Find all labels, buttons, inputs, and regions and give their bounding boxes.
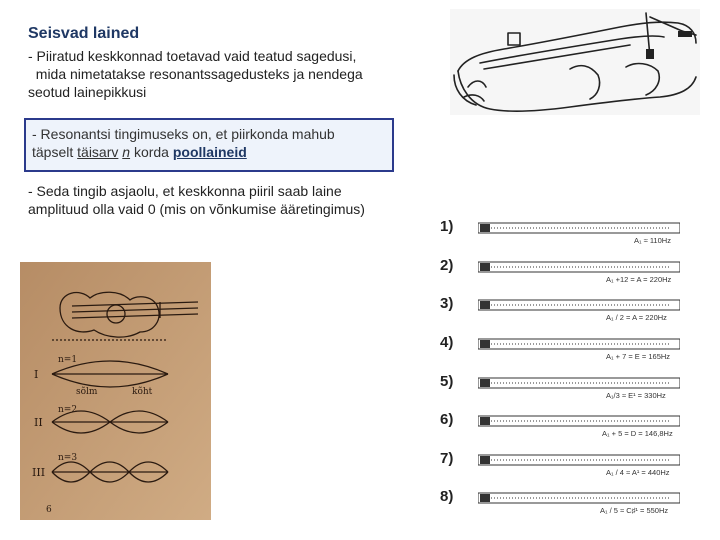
string-diagram bbox=[478, 454, 680, 466]
slide-title: Seisvad lained bbox=[28, 25, 140, 42]
mode-number: 8) bbox=[440, 488, 454, 505]
mode-frequency-label: A₁ / 5 ≈ C♯¹ = 550Hz bbox=[600, 506, 669, 515]
mode-number: 2) bbox=[440, 257, 454, 274]
mode-roman-label: III bbox=[32, 466, 46, 479]
text-line: seotud lainepikkusi bbox=[28, 84, 147, 100]
string-diagram bbox=[478, 299, 680, 311]
mode-frequency-label: A₁ / 4 ≈ A¹ = 440Hz bbox=[606, 468, 670, 477]
text-line: - Seda tingib asjaolu, et keskkonna piiril saab laine bbox=[28, 183, 342, 199]
mode-frequency-label: A₁ / 2 = A = 220Hz bbox=[606, 313, 667, 322]
mode-number: 5) bbox=[440, 373, 454, 390]
string-diagram bbox=[478, 492, 680, 504]
mode-frequency-label: A₁ + 5 = D = 146,8Hz bbox=[602, 429, 673, 438]
string-diagram bbox=[478, 222, 680, 234]
text-line: - Piiratud keskkonnad toetavad vaid teatud sagedusi, bbox=[28, 48, 357, 64]
mode-number: 4) bbox=[440, 334, 454, 351]
mode-number: 7) bbox=[440, 450, 454, 467]
page-number: 6 bbox=[46, 505, 52, 515]
string-diagram bbox=[478, 415, 680, 427]
mode-roman-label: II bbox=[34, 416, 43, 429]
textbook-standing-wave-figure bbox=[20, 262, 211, 520]
mode-number: 3) bbox=[440, 295, 454, 312]
violin-sketch-image bbox=[450, 9, 700, 115]
box-text: täpselt bbox=[32, 144, 78, 160]
mode-frequency-label: A₁ +12 = A = 220Hz bbox=[606, 275, 672, 284]
paragraph-boundary-condition bbox=[28, 182, 428, 218]
variable-n: n bbox=[122, 144, 131, 160]
mode-n-label: n=1 bbox=[58, 355, 78, 365]
box-line-1: - Resonantsi tingimuseks on, et piirkonda mahub bbox=[32, 126, 335, 142]
box-text: korda bbox=[130, 144, 173, 160]
mode-number: 1) bbox=[440, 218, 454, 235]
mode-n-label: n=3 bbox=[58, 453, 78, 463]
mode-frequency-label: A₁ ≈ 110Hz bbox=[634, 236, 671, 245]
mode-frequency-label: A₁ + 7 = E = 165Hz bbox=[606, 352, 671, 361]
harmonic-modes-panel bbox=[440, 214, 690, 524]
string-diagram bbox=[478, 261, 680, 273]
text-line: mida nimetatakse resonantssagedusteks ja nendega bbox=[28, 66, 363, 82]
paragraph-confined-media bbox=[28, 47, 428, 101]
antinode-label: kõht bbox=[132, 387, 153, 397]
underlined-term: täisarv bbox=[77, 144, 119, 160]
string-diagram bbox=[478, 377, 680, 389]
underlined-term-bold: poollaineid bbox=[172, 144, 247, 160]
node-label: sõlm bbox=[76, 387, 98, 397]
mode-n-label: n=2 bbox=[58, 405, 78, 415]
box-line-2 bbox=[32, 143, 386, 161]
mode-number: 6) bbox=[440, 411, 454, 428]
mode-roman-label: I bbox=[34, 368, 39, 381]
string-diagram bbox=[478, 338, 680, 350]
mode-frequency-label: A₁/3 ≈ E¹ = 330Hz bbox=[606, 391, 666, 400]
resonance-condition-box bbox=[24, 118, 394, 172]
text-line: amplituud olla vaid 0 (mis on võnkumise ääretingimus) bbox=[28, 201, 365, 217]
